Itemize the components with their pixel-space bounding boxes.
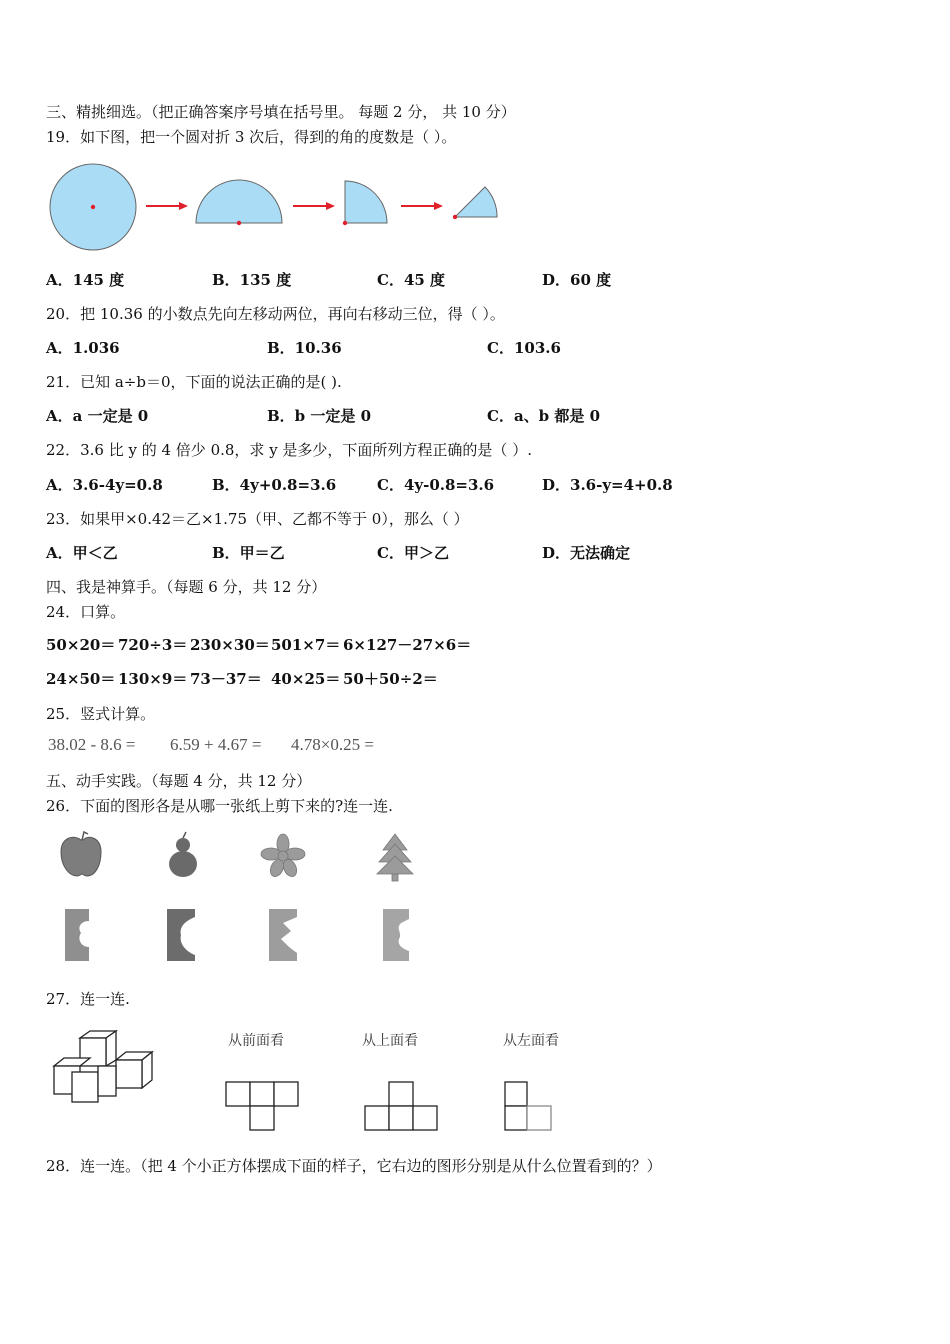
q19-option-d[interactable]: D．60 度 bbox=[542, 271, 612, 289]
q23-option-c[interactable]: C．甲＞乙 bbox=[377, 544, 449, 562]
mental-calc-item: 6×127－27×6＝ bbox=[343, 636, 472, 654]
question-20: 20．把 10.36 的小数点先向左移动两位，再向右移动三位，得（ ）。 bbox=[46, 305, 505, 323]
mental-calc-item: 230×30＝ bbox=[190, 636, 270, 654]
apple-shape-icon bbox=[61, 832, 101, 876]
q22-option-c[interactable]: C．4y-0.8=3.6 bbox=[377, 476, 495, 494]
mental-calc-item: 24×50＝ bbox=[46, 670, 116, 688]
q22-option-b[interactable]: B．4y+0.8=3.6 bbox=[212, 476, 337, 494]
mental-calc-item: 720÷3＝ bbox=[118, 636, 188, 654]
question-23: 23．如果甲×0.42＝乙×1.75（甲、乙都不等于 0），那么（ ） bbox=[46, 510, 469, 528]
q23-option-a[interactable]: A．甲＜乙 bbox=[46, 544, 118, 562]
question-19: 19．如下图，把一个圆对折 3 次后，得到的角的度数是（ ）。 bbox=[46, 128, 457, 146]
question-27: 27．连一连. bbox=[46, 990, 130, 1008]
cutout-shapes-row bbox=[55, 828, 435, 888]
view-label-top: 从上面看 bbox=[362, 1033, 418, 1049]
center-dot bbox=[91, 205, 95, 209]
q20-option-c[interactable]: C．103.6 bbox=[487, 339, 561, 357]
mental-calc-item: 40×25＝ bbox=[271, 670, 341, 688]
arrow-3-icon bbox=[401, 202, 443, 210]
circle-folding-diagram bbox=[46, 160, 506, 255]
question-25: 25．竖式计算。 bbox=[46, 705, 156, 723]
question-21: 21．已知 a÷b＝0，下面的说法正确的是( ). bbox=[46, 373, 342, 391]
vertical-calc-item: 6.59 + 4.67 = bbox=[170, 735, 262, 754]
paper-piece-3-icon bbox=[269, 909, 297, 961]
view-front-figure bbox=[224, 1080, 304, 1136]
semicircle-dot bbox=[237, 221, 241, 225]
paper-piece-2-icon bbox=[167, 909, 195, 961]
gourd-shape-icon bbox=[169, 832, 197, 877]
question-26: 26．下面的图形各是从哪一张纸上剪下来的?连一连. bbox=[46, 797, 393, 815]
q20-option-a[interactable]: A．1.036 bbox=[46, 339, 120, 357]
quarter-dot bbox=[343, 221, 347, 225]
vertical-calc-item: 38.02 - 8.6 = bbox=[48, 735, 136, 754]
q19-option-a[interactable]: A．145 度 bbox=[46, 271, 125, 289]
mental-calc-item: 501×7＝ bbox=[271, 636, 341, 654]
q20-option-b[interactable]: B．10.36 bbox=[267, 339, 342, 357]
arrow-1-icon bbox=[146, 202, 188, 210]
section-3-title: 三、精挑细选。（把正确答案序号填在括号里。 每题 2 分， 共 10 分） bbox=[46, 103, 516, 121]
flower-shape-icon bbox=[261, 834, 305, 879]
eighth-dot bbox=[453, 215, 457, 219]
mental-calc-item: 73－37＝ bbox=[190, 670, 262, 688]
question-24: 24．口算。 bbox=[46, 603, 126, 621]
section-4-title: 四、我是神算手。（每题 6 分，共 12 分） bbox=[46, 578, 327, 596]
eighth-circle bbox=[455, 187, 497, 217]
section-5-title: 五、动手实践。（每题 4 分，共 12 分） bbox=[46, 772, 312, 790]
q21-option-b[interactable]: B．b 一定是 0 bbox=[267, 407, 372, 425]
arrow-2-icon bbox=[293, 202, 335, 210]
paper-piece-1-icon bbox=[65, 909, 89, 961]
q21-option-c[interactable]: C．a、b 都是 0 bbox=[487, 407, 601, 425]
mental-calc-item: 50×20＝ bbox=[46, 636, 116, 654]
vertical-calc-item: 4.78×0.25 = bbox=[291, 735, 374, 754]
q22-option-a[interactable]: A．3.6-4y=0.8 bbox=[46, 476, 163, 494]
view-label-left: 从左面看 bbox=[503, 1033, 559, 1049]
mental-calc-item: 50＋50÷2＝ bbox=[343, 670, 438, 688]
q23-option-d[interactable]: D．无法确定 bbox=[542, 544, 631, 562]
q23-option-b[interactable]: B．甲＝乙 bbox=[212, 544, 285, 562]
cube-stack-figure bbox=[50, 1028, 160, 1108]
quarter-circle bbox=[345, 181, 387, 223]
view-left-figure bbox=[503, 1080, 563, 1136]
semicircle bbox=[196, 180, 282, 223]
mental-calc-item: 130×9＝ bbox=[118, 670, 188, 688]
question-22: 22．3.6 比 y 的 4 倍少 0.8，求 y 是多少，下面所列方程正确的是（ ）. bbox=[46, 441, 532, 459]
q21-option-a[interactable]: A．a 一定是 0 bbox=[46, 407, 149, 425]
q19-option-c[interactable]: C．45 度 bbox=[377, 271, 446, 289]
view-top-figure bbox=[363, 1080, 443, 1136]
view-label-front: 从前面看 bbox=[228, 1033, 284, 1049]
paper-piece-4-icon bbox=[383, 909, 409, 961]
paper-pieces-row bbox=[55, 905, 435, 965]
question-28: 28．连一连。（把 4 个小正方体摆成下面的样子，它右边的图形分别是从什么位置看到的？） bbox=[46, 1157, 662, 1175]
q19-option-b[interactable]: B．135 度 bbox=[212, 271, 292, 289]
q22-option-d[interactable]: D．3.6-y=4+0.8 bbox=[542, 476, 673, 494]
tree-shape-icon bbox=[377, 834, 413, 881]
